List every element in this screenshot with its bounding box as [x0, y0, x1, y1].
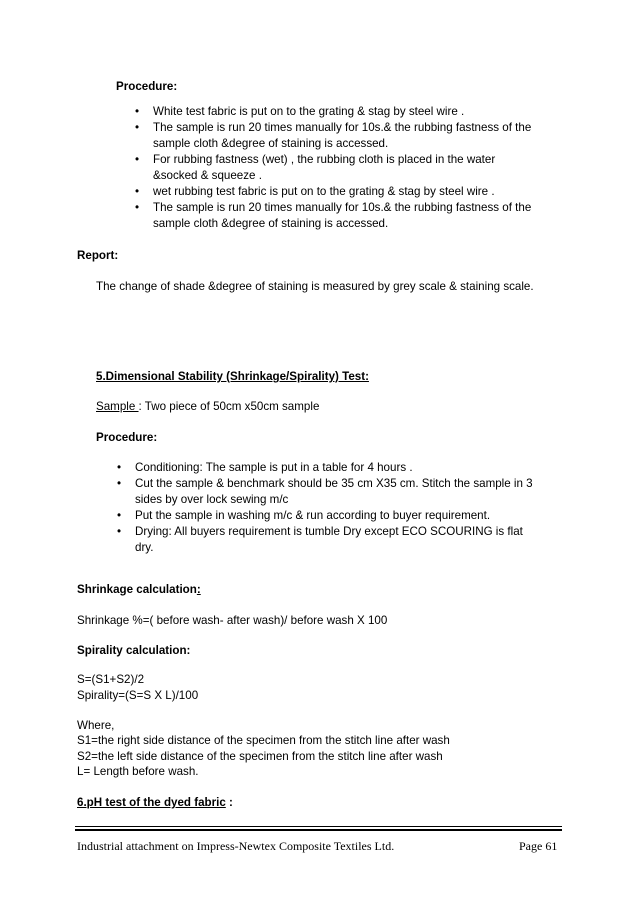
list-item-line: sample cloth &degree of staining is accessed. — [153, 217, 389, 230]
rubbing-procedure-list — [135, 104, 573, 232]
shrinkage-formula: Shrinkage %=( before wash- after wash)/ before wash X 100 — [77, 614, 388, 627]
rubbing-procedure-heading: Procedure: — [116, 80, 178, 93]
sample-text: : Two piece of 50cm x50cm sample — [138, 400, 320, 413]
shrinkage-heading — [77, 582, 201, 598]
list-item — [135, 152, 573, 184]
spirality-formula-1: S=(S1+S2)/2 — [77, 673, 145, 686]
bullet-icon: • — [135, 185, 140, 198]
ph-test-heading — [77, 795, 233, 811]
bullet-icon: • — [117, 461, 122, 474]
shrinkage-heading-text: Shrinkage calculation — [77, 583, 197, 596]
where-label: Where, — [77, 719, 115, 732]
list-item — [135, 120, 573, 152]
sample-label: Sample — [96, 400, 139, 413]
dimensional-procedure-heading: Procedure: — [96, 431, 158, 444]
list-item — [135, 104, 573, 120]
footer-title: Industrial attachment on Impress-Newtex Composite Textiles Ltd. — [77, 839, 395, 853]
bullet-icon: • — [135, 121, 140, 134]
shrinkage-heading-colon: : — [196, 583, 201, 596]
report-heading: Report: — [77, 249, 119, 262]
dimensional-procedure-list — [117, 460, 575, 556]
list-item-line: wet rubbing test fabric is put on to the grating & stag by steel wire . — [153, 185, 495, 198]
list-item-line: For rubbing fastness (wet) , the rubbing cloth is placed in the water — [153, 153, 496, 166]
list-item — [117, 460, 575, 476]
list-item-line: sides by over lock sewing m/c — [135, 493, 289, 506]
bullet-icon: • — [135, 105, 140, 118]
list-item-line: White test fabric is put on to the grating & stag by steel wire . — [153, 105, 465, 118]
list-item-line: Put the sample in washing m/c & run according to buyer requirement. — [135, 509, 491, 522]
list-item-line: The sample is run 20 times manually for 10s.& the rubbing fastness of the — [153, 121, 532, 134]
list-item-line: Drying: All buyers requirement is tumble Dry except ECO SCOURING is flat — [135, 525, 523, 538]
footer-rule-top — [75, 826, 562, 827]
report-text: The change of shade &degree of staining is measured by grey scale & staining scale. — [96, 280, 534, 293]
bullet-icon: • — [117, 525, 122, 538]
list-item — [135, 200, 573, 232]
definition-s1: S1=the right side distance of the specimen from the stitch line after wash — [77, 734, 450, 747]
dimensional-stability-title: 5.Dimensional Stability (Shrinkage/Spirality) Test: — [96, 370, 369, 383]
list-item-line: &socked & squeeze . — [153, 169, 262, 182]
list-item — [117, 524, 575, 556]
footer-rule-bottom — [75, 829, 562, 831]
bullet-icon: • — [117, 509, 122, 522]
list-item-line: Cut the sample & benchmark should be 35 cm X35 cm. Stitch the sample in 3 — [135, 477, 533, 490]
list-item-line: dry. — [135, 541, 154, 554]
list-item-line: sample cloth &degree of staining is accessed. — [153, 137, 389, 150]
bullet-icon: • — [117, 477, 122, 490]
definition-l: L= Length before wash. — [77, 765, 199, 778]
spirality-formula-2: Spirality=(S=S X L)/100 — [77, 689, 199, 702]
ph-test-heading-text: 6.pH test of the dyed fabric — [77, 796, 226, 809]
page-number: Page 61 — [519, 839, 558, 853]
definition-s2: S2=the left side distance of the specimen from the stitch line after wash — [77, 750, 443, 763]
bullet-icon: • — [135, 201, 140, 214]
list-item — [117, 476, 575, 508]
list-item-line: The sample is run 20 times manually for 10s.& the rubbing fastness of the — [153, 201, 532, 214]
list-item — [135, 184, 573, 200]
bullet-icon: • — [135, 153, 140, 166]
spirality-heading: Spirality calculation: — [77, 644, 191, 657]
list-item-line: Conditioning: The sample is put in a table for 4 hours . — [135, 461, 413, 474]
list-item — [117, 508, 575, 524]
sample-line — [96, 399, 319, 415]
ph-test-heading-colon: : — [225, 796, 233, 809]
